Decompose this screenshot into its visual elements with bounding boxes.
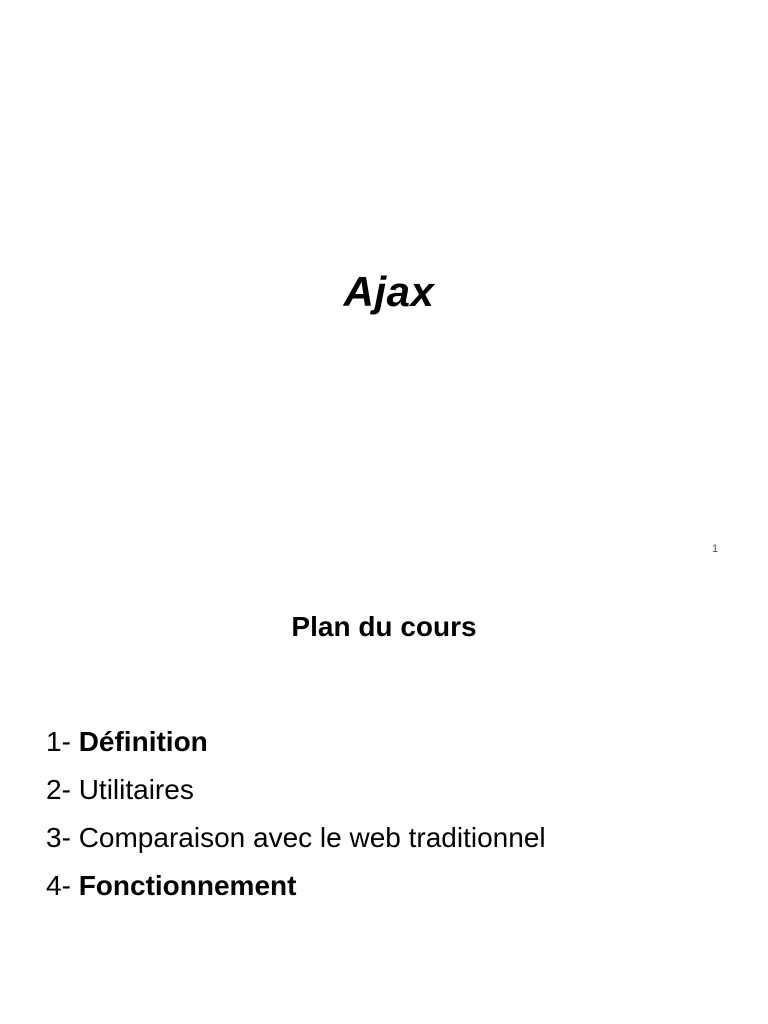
- plan-item-number: 1-: [46, 726, 79, 757]
- plan-item-comparaison: [46, 814, 546, 862]
- plan-item-utilitaires: [46, 766, 546, 814]
- plan-item-label: Définition: [78, 726, 208, 757]
- plan-title: Plan du cours: [291, 611, 477, 642]
- plan-list: [46, 718, 546, 910]
- plan-item-label: Utilitaires: [78, 774, 194, 805]
- plan-item-definition: [46, 718, 546, 766]
- page-number: 1: [712, 543, 719, 555]
- plan-item-number: 2-: [46, 774, 79, 805]
- plan-item-label: Fonctionnement: [78, 870, 297, 901]
- plan-item-fonctionnement: [46, 862, 546, 910]
- plan-item-number: 3-: [46, 822, 79, 853]
- plan-item-number: 4-: [46, 870, 79, 901]
- slide-title: Ajax: [343, 268, 435, 315]
- plan-item-label: Comparaison avec le web traditionnel: [78, 822, 546, 853]
- slide-2: [0, 576, 768, 1024]
